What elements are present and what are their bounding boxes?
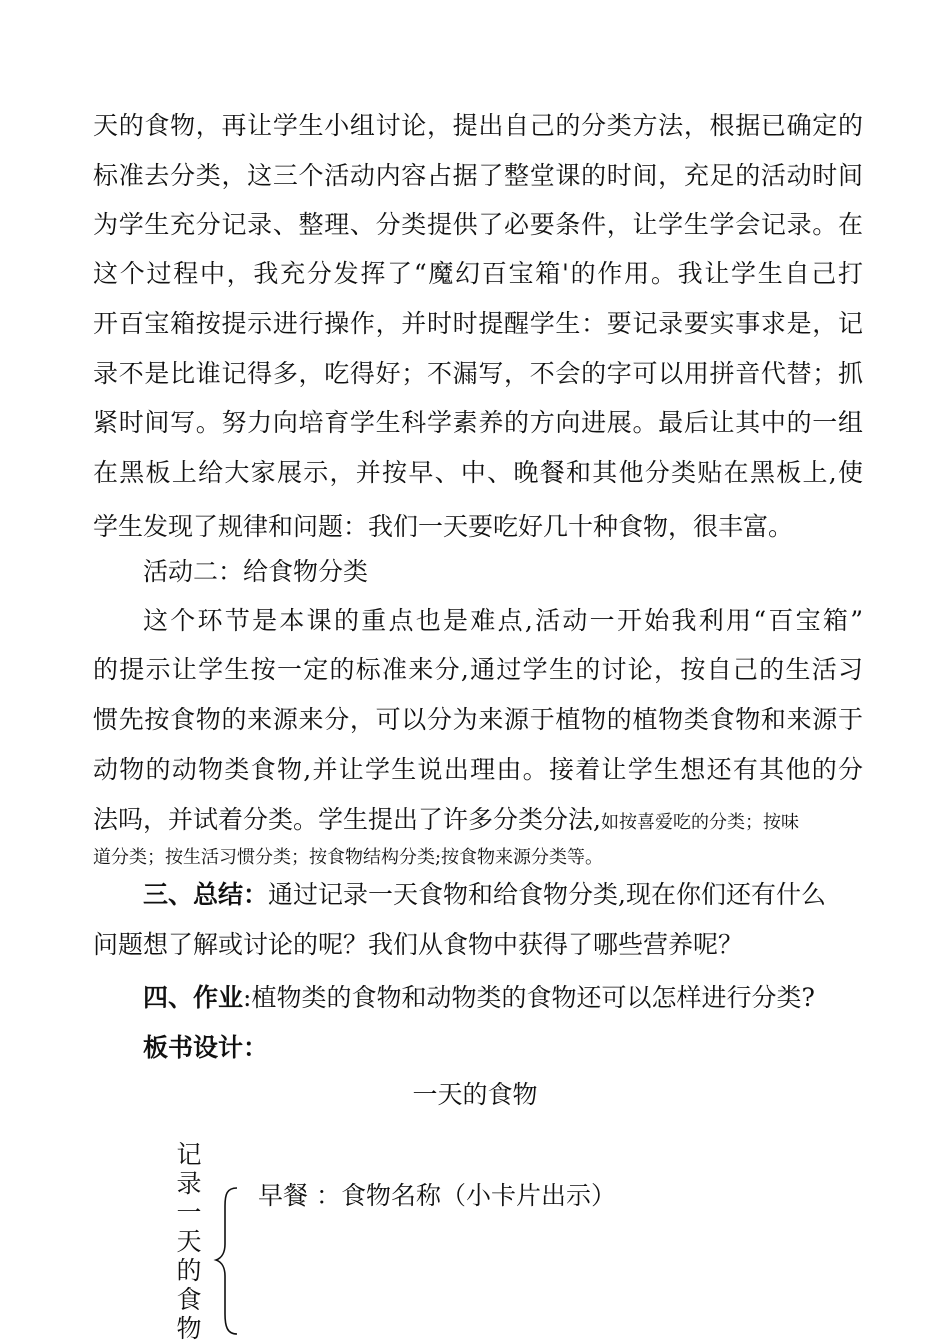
text-line: 紧时间写。努力向培育学生科学素养的方向进展。最后让其中的一组 [93, 408, 863, 437]
summary-heading: 三、总结： [143, 880, 269, 909]
text-line: 为学生充分记录、整理、分类提供了必要条件，让学生学会记录。在 [93, 210, 863, 239]
vertical-char: 的 [176, 1256, 202, 1285]
text-line: 在黑板上给大家展示，并按早、中、晚餐和其他分类贴在黑板上,使 [93, 458, 863, 487]
vertical-char: 一 [176, 1198, 202, 1227]
text-segment: 法吗，并试着分类。学生提出了许多分类分法, [93, 805, 601, 834]
homework-line [143, 983, 863, 1013]
section-heading: 活动二：给食物分类 [143, 557, 369, 586]
vertical-char: 天 [176, 1227, 202, 1256]
vertical-char: 记 [176, 1140, 202, 1169]
text-line: 开百宝箱按提示进行操作，并时时提醒学生：要记录要实事求是，记 [93, 309, 863, 338]
board-design-heading: 板书设计： [143, 1033, 269, 1062]
text-line: 这个环节是本课的重点也是难点,活动一开始我利用“百宝箱” [143, 606, 863, 635]
text-line: 这个过程中，我充分发挥了“魔幻百宝箱'的作用。我让学生自己打 [93, 259, 863, 288]
text-line: 标准去分类，这三个活动内容占据了整堂课的时间，充足的活动时间 [93, 161, 863, 190]
summary-line [143, 880, 863, 910]
vertical-char: 录 [176, 1169, 202, 1198]
board-vertical-label [174, 1140, 204, 1343]
text-line: 录不是比谁记得多，吃得好；不漏写，不会的字可以用拼音代替；抓 [93, 359, 863, 388]
homework-text: :植物类的食物和动物类的食物还可以怎样进行分类? [243, 983, 815, 1012]
board-breakfast-item: 早餐 ：食物名称（小卡片出示） [258, 1181, 616, 1210]
text-line: 的提示让学生按一定的标准来分,通过学生的讨论，按自己的生活习 [93, 655, 863, 684]
text-line: 天的食物，再让学生小组讨论，提出自己的分类方法，根据已确定的 [93, 111, 863, 140]
text-line: 动物的动物类食物,并让学生说出理由。接着让学生想还有其他的分 [93, 755, 863, 784]
curly-brace-icon [213, 1186, 243, 1336]
text-line-small: 道分类；按生活习惯分类；按食物结构分类;按食物来源分类等。 [93, 847, 604, 868]
board-title: 一天的食物 [412, 1080, 538, 1109]
vertical-char: 物 [176, 1314, 202, 1343]
text-line: 问题想了解或讨论的呢？我们从食物中获得了哪些营养呢？ [93, 930, 744, 959]
text-line: 学生发现了规律和问题：我们一天要吃好几十种食物，很丰富。 [93, 512, 794, 541]
text-line: 惯先按食物的来源来分，可以分为来源于植物的植物类食物和来源于 [93, 705, 863, 734]
text-segment-small: 如按喜爱吃的分类；按味 [600, 812, 799, 833]
vertical-char: 食 [176, 1285, 202, 1314]
homework-heading: 四、作业 [143, 983, 244, 1012]
text-line [93, 805, 863, 838]
summary-text: 通过记录一天食物和给食物分类,现在你们还有什么 [268, 880, 826, 909]
